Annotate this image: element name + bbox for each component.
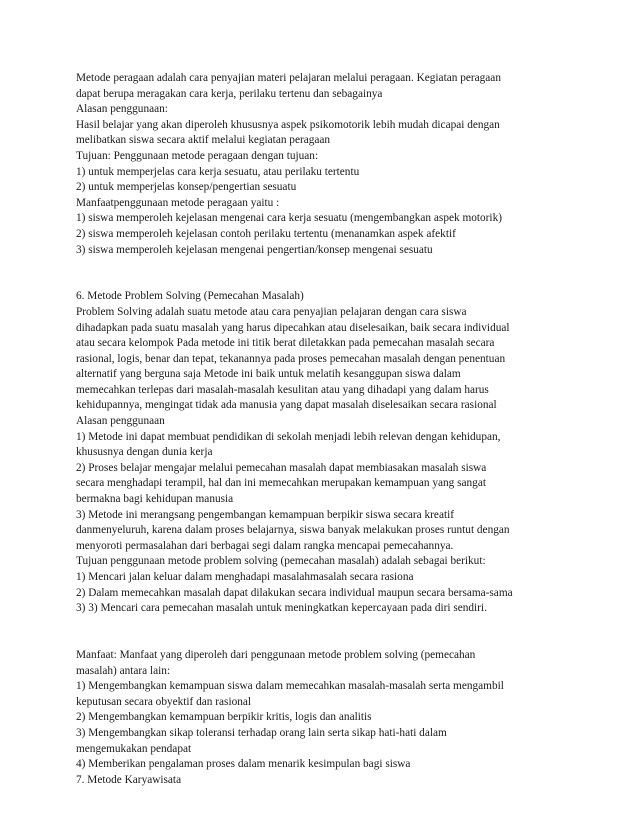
text-line: atau secara kelompok Pada metode ini titik berat diletakkan pada pemecahan masalah secara (76, 337, 495, 350)
text-line: secara menghadapi terampil, hal dan ini memecahkan merupakan kemampuan yang sangat (76, 477, 486, 490)
text-line: Hasil belajar yang akan diperoleh khususnya aspek psikomotorik lebih mudah dicapai dengan (76, 118, 500, 131)
text-line: 1) Mencari jalan keluar dalam menghadapi masalahmasalah secara rasiona (76, 571, 414, 583)
section-manfaat (76, 648, 576, 788)
text-line: Alasan penggunaan: (76, 103, 168, 116)
section-problem-solving (76, 289, 576, 616)
text-line: memecahkan terlepas dari masalah-masalah kesulitan atau yang dihadapi yang dalam harus (76, 383, 489, 396)
paragraph-gap (76, 617, 576, 633)
section-heading: 6. Metode Problem Solving (Pemecahan Masalah) (76, 290, 304, 303)
text-line: 4) Memberikan pengalaman proses dalam menarik kesimpulan bagi siswa (76, 758, 411, 771)
text-line: 3) siswa memperoleh kejelasan mengenai pengertian/konsep mengenai sesuatu (76, 243, 433, 256)
text-line: Manfaatpenggunaan metode peragaan yaitu : (76, 196, 280, 209)
text-line: 2) Proses belajar mengajar melalui pemecahan masalah dapat membiasakan masalah siswa (76, 461, 487, 474)
paragraph-gap (76, 258, 576, 274)
text-line: 3) 3) Mencari cara pemecahan masalah untuk meningkatkan kepercayaan pada diri sendiri. (76, 602, 487, 615)
text-line: kehidupannya, mengingat tidak ada manusia yang dapat masalah diselesaikan secara rasional (76, 399, 497, 412)
paragraph-gap (76, 632, 576, 648)
text-line: 2) untuk memperjelas konsep/pengertian sesuatu (76, 181, 297, 194)
text-line: rasional, logis, benar dan tepat, tekanannya pada proses pemecahan masalah dengan penentuan (76, 352, 506, 365)
text-line: Problem Solving adalah suatu metode atau cara penyajian pelajaran dengan cara siswa (76, 305, 467, 318)
text-line: Metode peragaan adalah cara penyajian materi pelajaran melalui peragaan. Kegiatan peragaan (76, 72, 501, 84)
text-line: dihadapkan pada suatu masalah yang harus dipecahkan atau diselesaikan, baik secara individual (76, 321, 510, 334)
text-line: alternatif yang berguna saja Metode ini baik untuk melatih kesanggupan siswa dalam (76, 368, 461, 381)
text-line: Tujuan penggunaan metode problem solving (pemecahan masalah) adalah sebagai berikut: (76, 555, 486, 568)
text-line: bermakna bagi kehidupan manusia (76, 493, 234, 506)
paragraph-gap (76, 274, 576, 290)
text-line: 1) untuk memperjelas cara kerja sesuatu, atau perilaku tertentu (76, 165, 360, 178)
text-line: 1) siswa memperoleh kejelasan mengenai cara kerja sesuatu (mengembangkan aspek motorik) (76, 212, 502, 225)
text-line: dapat berupa meragakan cara kerja, perilaku tertenu dan sebagainya (76, 87, 383, 100)
text-line: 3) Mengembangkan sikap toleransi terhadap orang lain serta sikap hati-hati dalam (76, 726, 447, 739)
text-line: 1) Mengembangkan kemampuan siswa dalam memecahkan masalah-masalah serta mengambil (76, 680, 504, 693)
text-line: 1) Metode ini dapat membuat pendidikan di sekolah menjadi lebih relevan dengan kehidupan, (76, 430, 501, 443)
text-line: Alasan penggunaan (76, 415, 165, 428)
text-line: 3) Metode ini merangsang pengembangan kemampuan berpikir siswa secara kreatif (76, 508, 454, 521)
text-line: mengemukakan pendapat (76, 742, 192, 755)
text-line: 2) Mengembangkan kemampuan berpikir kritis, logis dan analitis (76, 711, 372, 724)
text-line: 2) siswa memperoleh kejelasan contoh perilaku tertentu (menanamkan aspek afektif (76, 227, 456, 240)
text-line: khususnya dengan dunia kerja (76, 446, 213, 459)
text-line: menyoroti permasalahan dari berbagai segi dalam rangka mencapai pemecahannya. (76, 539, 454, 552)
text-line: masalah) antara lain: (76, 664, 171, 677)
text-line: Tujuan: Penggunaan metode peragaan dengan tujuan: (76, 149, 319, 162)
text-line: keputusan secara obyektif dan rasional (76, 695, 252, 708)
text-line: melibatkan siswa secara aktif melalui kegiatan peragaan (76, 134, 331, 147)
text-line: danmenyeluruh, karena dalam proses belajarnya, siswa banyak melakukan proses runtut dengan (76, 524, 510, 537)
text-line: 2) Dalam memecahkan masalah dapat dilakukan secara individual maupun secara bersama-sama (76, 586, 513, 599)
section-peragaan (76, 71, 576, 258)
section-heading: 7. Metode Karyawisata (76, 773, 182, 786)
text-line: Manfaat: Manfaat yang diperoleh dari penggunaan metode problem solving (pemecahan (76, 648, 476, 661)
document-body (76, 71, 576, 788)
